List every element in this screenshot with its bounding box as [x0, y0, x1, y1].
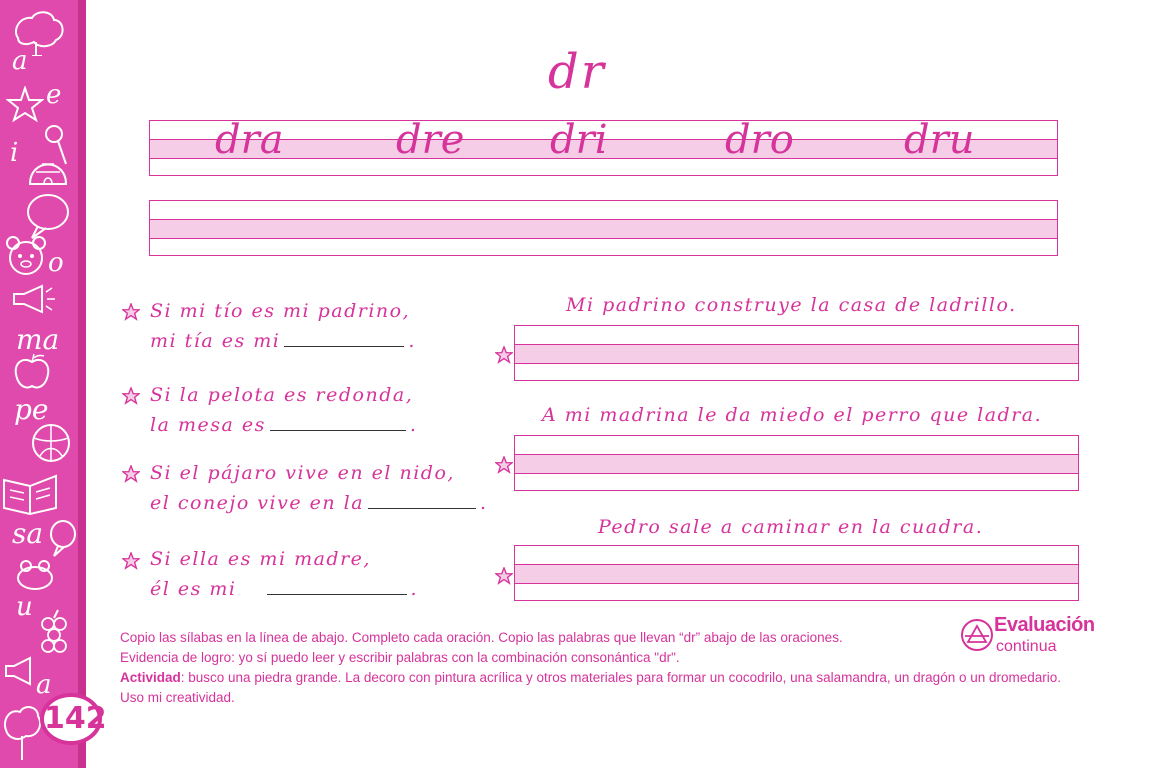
copy-lines-2[interactable] — [514, 435, 1079, 491]
sentence-1-line-1: Si mi tío es mi padrino, — [150, 300, 411, 322]
grapes-icon — [38, 608, 72, 658]
activity-text: : busco una piedra grande. La decoro con pintura acrílica y otros materiales para formar un cocodrilo, una salamandra, un dragón o un dromedario. Uso mi creatividad. — [120, 670, 1062, 705]
sentence-2-end: . — [409, 414, 418, 436]
syllable-dri: dri — [550, 117, 608, 163]
star-icon — [6, 86, 44, 122]
sidebar-edge — [78, 0, 86, 768]
tree-icon — [2, 700, 42, 762]
activity-paragraph — [120, 668, 1080, 708]
copy-sentence-2: A mi madrina le da miedo el perro que ladra. — [542, 404, 1043, 426]
igloo-icon — [26, 150, 70, 186]
syllable-dre: dre — [396, 117, 465, 163]
sentence-4-text: él es mi — [150, 578, 237, 600]
sentence-3-text: el conejo vive en la — [150, 492, 365, 514]
sidebar-letter-ma: ma — [16, 323, 60, 356]
syllables-practice-lines[interactable] — [149, 200, 1058, 256]
apple-icon — [12, 352, 52, 392]
answer-blank[interactable] — [284, 333, 404, 347]
guide-band — [515, 564, 1078, 584]
sentence-4-line-1: Si ella es mi madre, — [150, 548, 371, 570]
syllable-dru: dru — [904, 117, 975, 163]
instructions-line-1: Copio las sílabas en la línea de abajo. Completo cada oración. Copio las palabras que llevan “dr” abajo de las oraciones. — [120, 630, 843, 645]
sentence-2-text: la mesa es — [150, 414, 266, 436]
decorative-sidebar — [0, 0, 86, 768]
sidebar-letter-i: i — [10, 138, 19, 168]
bear-icon — [4, 234, 48, 278]
sentence-3-line-1: Si el pájaro vive en el nido, — [150, 462, 455, 484]
sentence-3-end: . — [480, 492, 488, 514]
answer-blank[interactable] — [267, 581, 407, 595]
sidebar-letter-e: e — [46, 80, 62, 110]
logo-title: Evaluación — [994, 614, 1095, 636]
sidebar-letter-sa: sa — [12, 517, 44, 550]
syllable-dra: dra — [215, 117, 284, 163]
guide-band — [515, 454, 1078, 474]
sentence-1-line-2 — [150, 330, 416, 352]
sentence-2-line-2 — [150, 414, 417, 436]
sidebar-letter-a: a — [36, 670, 52, 700]
copy-sentence-1: Mi padrino construye la casa de ladrillo. — [566, 294, 1017, 316]
star-bullet-icon — [495, 456, 513, 474]
star-bullet-icon — [495, 346, 513, 364]
sentence-2-line-1: Si la pelota es redonda, — [150, 384, 414, 406]
sentence-1-end: . — [408, 330, 416, 352]
page-number: 142 — [40, 693, 102, 745]
star-bullet-icon — [122, 552, 140, 570]
star-bullet-icon — [122, 303, 140, 321]
copy-sentence-3: Pedro sale a caminar en la cuadra. — [598, 516, 984, 538]
star-bullet-icon — [122, 387, 140, 405]
sidebar-letter-a: a — [12, 46, 28, 76]
book-icon — [0, 470, 62, 516]
sidebar-letter-u: u — [16, 592, 33, 622]
sentence-4-line-2 — [150, 578, 418, 600]
star-bullet-icon — [122, 465, 140, 483]
instructions — [120, 628, 1080, 708]
copy-lines-1[interactable] — [514, 325, 1079, 381]
answer-blank[interactable] — [368, 495, 476, 509]
ball-icon — [30, 422, 72, 464]
star-bullet-icon — [495, 567, 513, 585]
instructions-line-2: Evidencia de logro: yo sí puedo leer y escribir palabras con la combinación consonántica "dr". — [120, 650, 680, 665]
guide-band — [515, 344, 1078, 364]
megaphone-icon — [10, 284, 56, 314]
logo-subtitle: continua — [996, 638, 1057, 655]
page-title: dr — [548, 44, 606, 100]
syllable-dro: dro — [725, 117, 794, 163]
sidebar-letter-pe: pe — [14, 393, 49, 426]
copy-lines-3[interactable] — [514, 545, 1079, 601]
answer-blank[interactable] — [270, 417, 406, 431]
activity-label: Actividad — [120, 670, 181, 685]
sentence-1-text: mi tía es mi — [150, 330, 281, 352]
speech-bubble-icon — [48, 518, 78, 558]
guide-band — [150, 219, 1057, 239]
frog-icon — [14, 556, 56, 592]
sentence-3-line-2 — [150, 492, 488, 514]
sidebar-letter-o: o — [48, 248, 64, 278]
sentence-4-end: . — [410, 578, 419, 600]
